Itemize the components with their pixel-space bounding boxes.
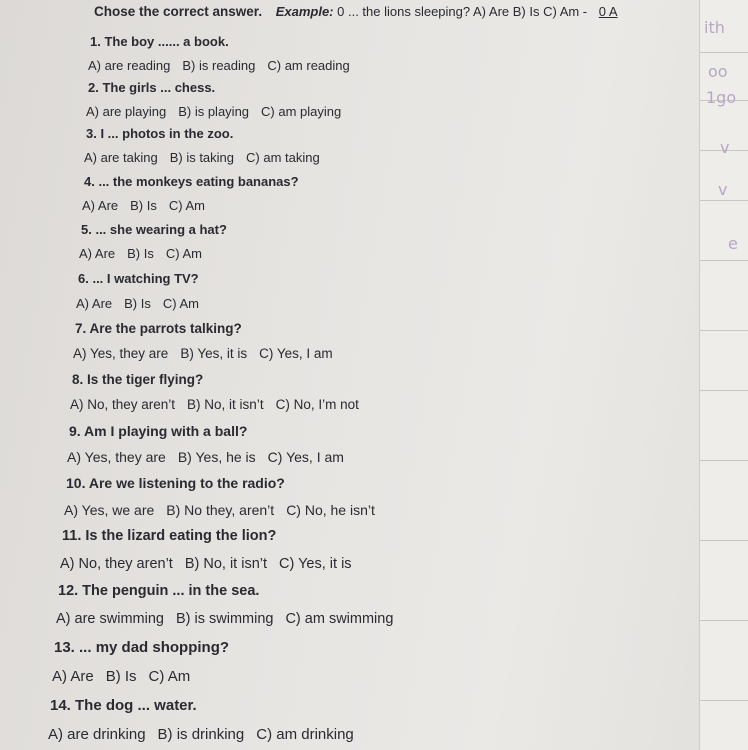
ruled-line	[700, 52, 748, 53]
question-6: 6. ... I watching TV?	[78, 271, 199, 286]
answer-option: A) No, they aren’t	[60, 556, 173, 572]
question-10: 10. Are we listening to the radio?	[66, 475, 285, 491]
answer-option: C) No, I’m not	[275, 397, 359, 412]
answer-option: C) Am	[168, 198, 205, 213]
handwritten-mark: ith	[704, 18, 725, 37]
answer-options-10	[64, 502, 387, 518]
answer-option: C) Yes, it is	[279, 556, 352, 572]
answer-option: A) No, they aren’t	[70, 397, 176, 412]
answer-options-13	[52, 668, 202, 685]
answer-option: B) Is	[124, 296, 151, 311]
example-text: 0 ... the lions sleeping? A) Are B) Is C) Am -	[337, 4, 588, 19]
answer-option: C) Yes, I am	[259, 346, 333, 361]
answer-option: C) Am	[165, 246, 202, 261]
question-12: 12. The penguin ... in the sea.	[58, 583, 260, 599]
question-1: 1. The boy ...... a book.	[90, 34, 229, 49]
answer-option: C) am swimming	[285, 611, 394, 627]
answer-option: A) Yes, they are	[67, 449, 166, 465]
answer-option: A) Are	[52, 668, 94, 685]
question-7: 7. Are the parrots talking?	[75, 321, 242, 336]
answer-options-7	[73, 346, 345, 361]
answer-option: C) am reading	[267, 58, 350, 73]
answer-option: B) No, it isn’t	[184, 556, 268, 572]
ruled-line	[700, 200, 748, 201]
ruled-line	[700, 390, 748, 391]
question-11: 11. Is the lizard eating the lion?	[62, 528, 277, 544]
example-label: Example:	[275, 4, 334, 19]
answer-options-6	[76, 296, 211, 311]
answer-option: C) No, he isn’t	[286, 502, 375, 518]
question-13: 13. ... my dad shopping?	[54, 639, 230, 656]
question-2: 2. The girls ... chess.	[88, 80, 216, 95]
answer-options-2	[86, 104, 353, 119]
answer-option: B) Yes, he is	[177, 449, 256, 465]
example-answer: 0 A	[598, 4, 618, 19]
answer-option: B) Yes, it is	[180, 346, 248, 361]
answer-option: B) is reading	[182, 58, 256, 73]
answer-option: A) are playing	[86, 104, 167, 119]
worksheet-header	[94, 4, 618, 19]
answer-option: B) Is	[127, 246, 154, 261]
answer-option: B) No they, aren’t	[166, 502, 275, 518]
answer-option: C) am taking	[246, 150, 320, 165]
question-14: 14. The dog ... water.	[50, 697, 197, 714]
answer-option: A) are reading	[88, 58, 171, 73]
answer-option: C) am playing	[261, 104, 342, 119]
answer-option: A) Are	[82, 198, 119, 213]
answer-option: C) Am	[162, 296, 199, 311]
answer-option: A) are swimming	[56, 611, 164, 627]
answer-option: A) are taking	[84, 150, 158, 165]
answer-option: B) is playing	[178, 104, 250, 119]
instruction-title: Chose the correct answer.	[94, 4, 263, 19]
ruled-line	[700, 260, 748, 261]
answer-option: A) Yes, they are	[73, 346, 169, 361]
ruled-line	[700, 620, 748, 621]
answer-options-1	[88, 58, 362, 73]
answer-option: B) is drinking	[157, 726, 245, 743]
handwritten-mark: v	[718, 180, 728, 199]
answer-options-14	[48, 726, 366, 743]
ruled-line	[700, 700, 748, 701]
handwritten-mark: e	[728, 234, 738, 253]
question-5: 5. ... she wearing a hat?	[81, 222, 227, 237]
handwritten-mark: v	[720, 138, 730, 157]
handwritten-mark: 1go	[706, 88, 737, 107]
handwritten-mark: oo	[708, 62, 728, 81]
answer-option: C) Yes, I am	[267, 449, 344, 465]
answer-option: B) No, it isn’t	[187, 397, 264, 412]
answer-option: B) is swimming	[175, 611, 274, 627]
answer-option: C) Am	[148, 668, 191, 685]
answer-option: C) am drinking	[256, 726, 354, 743]
answer-option: B) is taking	[169, 150, 235, 165]
ruled-line	[700, 540, 748, 541]
answer-option: A) Are	[76, 296, 113, 311]
answer-options-5	[79, 246, 214, 261]
question-4: 4. ... the monkeys eating bananas?	[84, 174, 299, 189]
ruled-line	[700, 330, 748, 331]
answer-option: B) Is	[105, 668, 137, 685]
answer-options-4	[82, 198, 217, 213]
answer-option: A) Yes, we are	[64, 502, 155, 518]
question-8: 8. Is the tiger flying?	[72, 372, 204, 387]
answer-option: A) Are	[79, 246, 116, 261]
answer-option: A) are drinking	[48, 726, 146, 743]
answer-options-8	[70, 397, 371, 412]
ruled-line	[700, 460, 748, 461]
answer-options-3	[84, 150, 332, 165]
adjacent-page	[699, 0, 748, 750]
answer-options-9	[67, 449, 356, 465]
question-9: 9. Am I playing with a ball?	[69, 423, 248, 439]
answer-option: B) Is	[130, 198, 157, 213]
answer-options-11	[60, 556, 364, 572]
answer-options-12	[56, 611, 405, 627]
question-3: 3. I ... photos in the zoo.	[86, 126, 234, 141]
